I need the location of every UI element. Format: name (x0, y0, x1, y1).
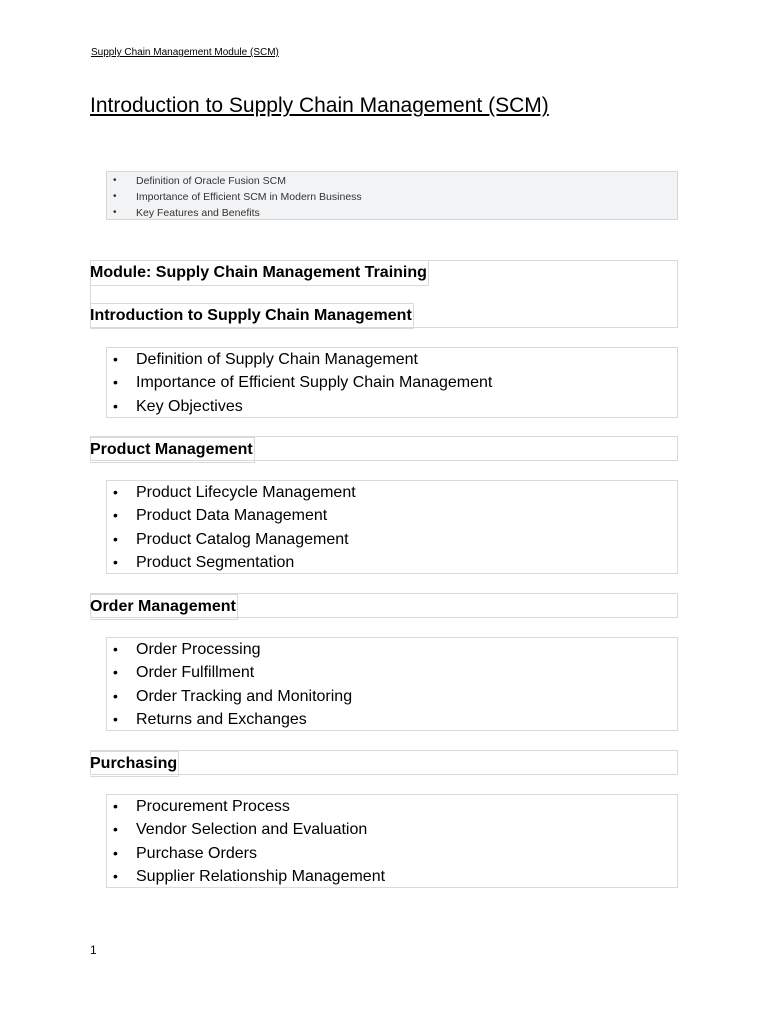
bullet-icon: • (113, 844, 118, 861)
purchasing-list-box (106, 794, 678, 888)
bullet-icon: • (113, 710, 118, 727)
order-list (107, 638, 677, 731)
list-item-text: Key Objectives (136, 397, 243, 415)
bullet-icon: • (113, 530, 118, 547)
list-item-text: Order Tracking and Monitoring (136, 687, 353, 705)
list-item-text: Order Processing (136, 641, 261, 658)
bullet-icon: • (113, 351, 118, 367)
section-heading-text: Purchasing (90, 751, 179, 777)
bullet-icon: • (113, 507, 118, 524)
list-item (107, 795, 677, 818)
list-item (107, 504, 677, 527)
list-item (107, 661, 677, 684)
list-item-text: Importance of Efficient Supply Chain Management (136, 374, 493, 392)
list-item-text: Definition of Supply Chain Management (136, 351, 418, 368)
overview-list (107, 172, 677, 221)
list-item (107, 708, 677, 731)
list-item (107, 371, 677, 394)
section-heading-text: Product Management (90, 437, 255, 463)
intro-list-box (106, 347, 678, 418)
section-heading-order (90, 594, 238, 620)
list-item (107, 173, 677, 189)
bullet-icon: • (113, 553, 118, 570)
list-item-text: Definition of Oracle Fusion SCM (136, 175, 286, 187)
list-item (107, 189, 677, 205)
list-item-text: Supplier Relationship Management (136, 867, 386, 885)
list-item (107, 528, 677, 551)
section-heading-intro (90, 303, 414, 329)
list-item-text: Product Data Management (136, 507, 328, 525)
list-item-text: Product Segmentation (136, 553, 295, 571)
list-item (107, 638, 677, 661)
list-item-text: Purchase Orders (136, 844, 257, 862)
bullet-icon: • (113, 191, 117, 202)
list-item (107, 685, 677, 708)
list-item (107, 481, 677, 504)
overview-box (106, 171, 678, 220)
bullet-icon: • (113, 397, 118, 414)
list-item-text: Vendor Selection and Evaluation (136, 821, 368, 839)
module-heading-text: Module: Supply Chain Management Training (90, 260, 429, 286)
list-item-text: Order Fulfillment (136, 664, 255, 682)
bullet-icon: • (113, 867, 118, 884)
list-item (107, 842, 677, 865)
bullet-icon: • (113, 484, 118, 500)
bullet-icon: • (113, 374, 118, 391)
intro-list (107, 348, 677, 418)
section-heading-purchasing (90, 751, 179, 777)
page-number: 1 (90, 943, 97, 957)
product-list-box (106, 480, 678, 574)
bullet-icon: • (113, 664, 118, 681)
module-heading (90, 260, 429, 286)
bullet-icon: • (113, 175, 117, 186)
list-item-text: Procurement Process (136, 798, 290, 815)
list-item (107, 865, 677, 888)
bullet-icon: • (113, 641, 118, 657)
product-list (107, 481, 677, 574)
order-list-box (106, 637, 678, 731)
list-item (107, 205, 677, 221)
list-item (107, 348, 677, 371)
list-item-text: Product Lifecycle Management (136, 484, 356, 501)
section-heading-product (90, 437, 255, 463)
running-header: Supply Chain Management Module (SCM) (91, 47, 279, 58)
purchasing-list (107, 795, 677, 888)
list-item-text: Importance of Efficient SCM in Modern Business (136, 191, 362, 203)
bullet-icon: • (113, 687, 118, 704)
list-item-text: Key Features and Benefits (136, 207, 260, 219)
list-item-text: Product Catalog Management (136, 530, 349, 548)
bullet-icon: • (113, 207, 117, 218)
list-item (107, 818, 677, 841)
list-item (107, 551, 677, 574)
list-item (107, 395, 677, 418)
list-item-text: Returns and Exchanges (136, 710, 307, 728)
page-title: Introduction to Supply Chain Management (SCM) (90, 94, 549, 117)
section-heading-text: Introduction to Supply Chain Management (90, 303, 414, 329)
bullet-icon: • (113, 821, 118, 838)
bullet-icon: • (113, 798, 118, 814)
section-heading-text: Order Management (90, 594, 238, 620)
